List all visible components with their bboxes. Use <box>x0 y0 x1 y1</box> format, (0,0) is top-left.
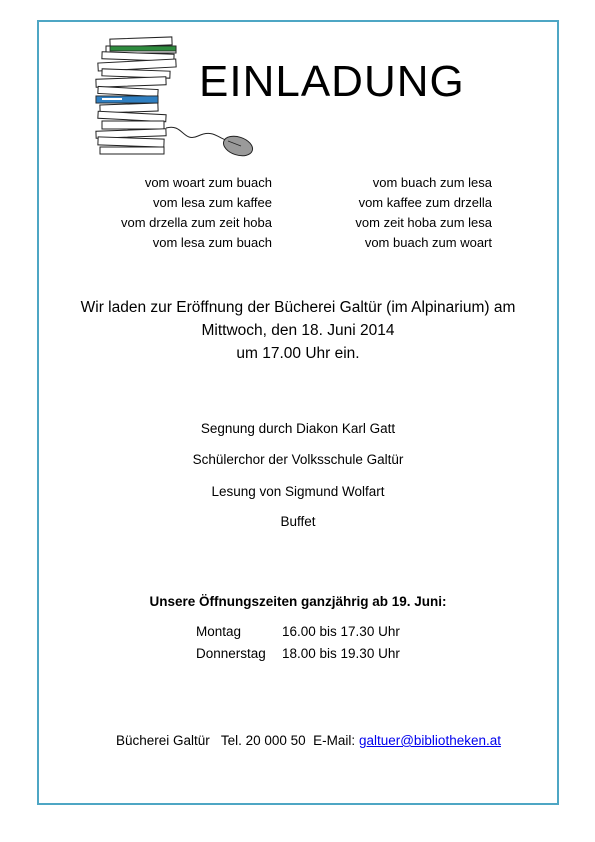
hours-day: Montag <box>196 624 242 639</box>
poem-line: vom zeit hoba zum lesa <box>355 215 492 230</box>
email-label: E-Mail: <box>313 733 356 748</box>
poem-line: vom lesa zum kaffee <box>153 195 272 210</box>
invitation-time: um 17.00 Uhr ein. <box>236 345 360 362</box>
poem-line: vom buach zum lesa <box>372 175 492 190</box>
poem-line: vom lesa zum buach <box>152 235 272 250</box>
phone-number: Tel. 20 000 50 <box>220 733 306 748</box>
poem-right-column <box>355 173 492 253</box>
poem-line: vom drzella zum zeit hoba <box>120 215 272 230</box>
library-name: Bücherei Galtür <box>116 733 210 748</box>
poem-line: vom kaffee zum drzella <box>358 195 492 210</box>
email-link[interactable]: galtuer@bibliotheken.at <box>358 733 501 748</box>
hours-day: Donnerstag <box>196 646 266 661</box>
program-item: Schülerchor der Volksschule Galtür <box>192 452 404 467</box>
invitation-line: Wir laden zur Eröffnung der Bücherei Galtür (im Alpinarium) am <box>80 299 516 316</box>
poem-line: vom buach zum woart <box>364 235 492 250</box>
hours-time: 18.00 bis 19.30 Uhr <box>282 646 400 661</box>
program-item: Buffet <box>280 514 316 529</box>
invitation-text <box>38 296 558 365</box>
page-title: EINLADUNG <box>199 57 465 106</box>
program-item: Segnung durch Diakon Karl Gatt <box>200 421 396 436</box>
poem-left-column <box>121 173 272 253</box>
poem-line: vom woart zum buach <box>144 175 272 190</box>
contact-footer <box>116 733 501 748</box>
hours-time: 16.00 bis 17.30 Uhr <box>282 624 400 639</box>
program-item: Lesung von Sigmund Wolfart <box>211 484 385 499</box>
invitation-date: Mittwoch, den 18. Juni 2014 <box>201 322 395 339</box>
opening-hours-heading: Unsere Öffnungszeiten ganzjährig ab 19. Juni: <box>149 594 447 609</box>
